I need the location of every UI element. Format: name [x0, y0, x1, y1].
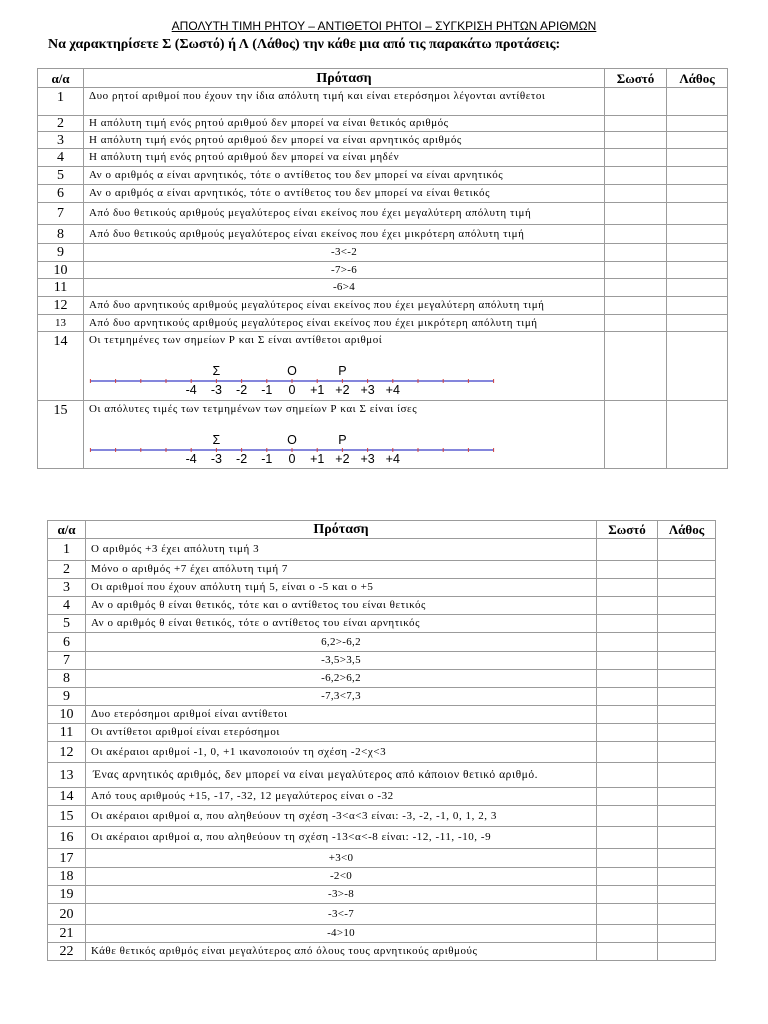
answer-cell-wrong[interactable]: [658, 579, 716, 597]
answer-cell-wrong[interactable]: [658, 943, 716, 961]
statement-row: [38, 225, 728, 244]
answer-cell-correct[interactable]: [597, 904, 658, 925]
tick-label: -4: [185, 383, 197, 397]
tick-label: +2: [335, 452, 350, 466]
statement-expression: +3<0: [86, 849, 597, 868]
answer-cell-wrong[interactable]: [658, 763, 716, 788]
answer-cell-correct[interactable]: [605, 167, 667, 185]
statement-text: Οι απόλυτες τιμές των τετμημένων των σημείων Ρ και Σ είναι ίσες: [84, 401, 605, 469]
item-number: 15: [38, 401, 84, 469]
answer-cell-correct[interactable]: [597, 943, 658, 961]
answer-cell-wrong[interactable]: [658, 539, 716, 561]
tick-label: -3: [210, 383, 222, 397]
statement-text: Οι ακέραιοι αριθμοί α, που αληθεύουν τη σχέση -13<α<-8 είναι: -12, -11, -10, -9: [86, 827, 597, 849]
tick-label: -2: [236, 383, 248, 397]
answer-cell-wrong[interactable]: [667, 332, 728, 401]
item-number: 13: [38, 315, 84, 332]
answer-cell-correct[interactable]: [605, 401, 667, 469]
answer-cell-wrong[interactable]: [658, 788, 716, 806]
answer-cell-wrong[interactable]: [667, 149, 728, 167]
statement-row: [48, 539, 716, 561]
point-label: Ο: [287, 364, 297, 378]
answer-cell-wrong[interactable]: [667, 297, 728, 315]
item-number: 7: [48, 652, 86, 670]
item-number: 17: [48, 849, 86, 868]
answer-cell-wrong[interactable]: [667, 262, 728, 279]
answer-cell-correct[interactable]: [597, 688, 658, 706]
statement-row: [48, 724, 716, 742]
tick-label: +4: [385, 383, 400, 397]
statement-text: Οι ακέραιοι αριθμοί α, που αληθεύουν τη σχέση -3<α<3 είναι: -3, -2, -1, 0, 1, 2, 3: [86, 806, 597, 827]
tick-label: +3: [360, 452, 375, 466]
answer-cell-wrong[interactable]: [658, 925, 716, 943]
statement-expression: 6,2>-6,2: [86, 633, 597, 652]
statement-text: Η απόλυτη τιμή ενός ρητού αριθμού δεν μπορεί να είναι μηδέν: [84, 149, 605, 167]
answer-cell-correct[interactable]: [597, 742, 658, 763]
header-wrong: Λάθος: [667, 69, 728, 88]
statement-text: Η απόλυτη τιμή ενός ρητού αριθμού δεν μπορεί να είναι θετικός αριθμός: [84, 116, 605, 132]
answer-cell-correct[interactable]: [605, 116, 667, 132]
statement-row: [48, 706, 716, 724]
answer-cell-correct[interactable]: [597, 539, 658, 561]
answer-cell-correct[interactable]: [597, 788, 658, 806]
item-number: 18: [48, 868, 86, 886]
statement-text: Κάθε θετικός αριθμός είναι μεγαλύτερος από όλους τους αρνητικούς αριθμούς: [86, 943, 597, 961]
statement-expression: -4>10: [86, 925, 597, 943]
statement-row: [38, 203, 728, 225]
answer-cell-wrong[interactable]: [658, 670, 716, 688]
statement-row: [48, 788, 716, 806]
answer-cell-correct[interactable]: [605, 297, 667, 315]
answer-cell-correct[interactable]: [605, 149, 667, 167]
answer-cell-correct[interactable]: [597, 652, 658, 670]
tick-label: +2: [335, 383, 350, 397]
worksheet-title: ΑΠΟΛΥΤΗ ΤΙΜΗ ΡΗΤΟΥ – ΑΝΤΙΘΕΤΟΙ ΡΗΤΟΙ – ΣΥΓΚΡΙΣΗ ΡΗΤΩΝ ΑΡΙΘΜΩΝ: [171, 19, 597, 33]
statement-text: Η απόλυτη τιμή ενός ρητού αριθμού δεν μπορεί να είναι αρνητικός αριθμός: [84, 132, 605, 149]
statement-text: Δυο ετερόσημοι αριθμοί είναι αντίθετοι: [86, 706, 597, 724]
statement-text: Από δυο θετικούς αριθμούς μεγαλύτερος είναι εκείνος που έχει μικρότερη απόλυτη τιμή: [84, 225, 605, 244]
point-label: Σ: [212, 433, 221, 447]
answer-cell-wrong[interactable]: [667, 132, 728, 149]
statement-text: Οι τετμημένες των σημείων Ρ και Σ είναι αντίθετοι αριθμοί: [84, 332, 605, 401]
statement-row: [48, 633, 716, 652]
item-number: 19: [48, 886, 86, 904]
statement-text: Αν ο αριθμός θ είναι θετικός, τότε ο αντίθετος του είναι αρνητικός: [86, 615, 597, 633]
statement-text: Οι αντίθετοι αριθμοί είναι ετερόσημοι: [86, 724, 597, 742]
statement-row: [38, 132, 728, 149]
answer-cell-wrong[interactable]: [658, 633, 716, 652]
answer-cell-correct[interactable]: [605, 203, 667, 225]
statement-row: [48, 943, 716, 961]
statement-expression: -3,5>3,5: [86, 652, 597, 670]
statement-text: Αν ο αριθμός α είναι αρνητικός, τότε ο αντίθετος του δεν μπορεί να είναι θετικός: [84, 185, 605, 203]
statement-row: [38, 149, 728, 167]
statement-text: Μόνο ο αριθμός +7 έχει απόλυτη τιμή 7: [86, 561, 597, 579]
item-number: 10: [38, 262, 84, 279]
statement-row: [48, 886, 716, 904]
answer-cell-wrong[interactable]: [658, 886, 716, 904]
answer-cell-wrong[interactable]: [667, 88, 728, 116]
statement-row: [38, 116, 728, 132]
answer-cell-correct[interactable]: [605, 185, 667, 203]
item-number: 4: [48, 597, 86, 615]
answer-cell-wrong[interactable]: [658, 827, 716, 849]
statement-row: [38, 244, 728, 262]
answer-cell-wrong[interactable]: [658, 806, 716, 827]
statement-row: [38, 297, 728, 315]
statement-row: [48, 806, 716, 827]
statement-row: [48, 849, 716, 868]
answer-cell-wrong[interactable]: [667, 203, 728, 225]
item-number: 22: [48, 943, 86, 961]
answer-cell-wrong[interactable]: [667, 401, 728, 469]
statement-expression: -2<0: [86, 868, 597, 886]
statement-text: Αν ο αριθμός α είναι αρνητικός, τότε ο αντίθετος του δεν μπορεί να είναι αρνητικός: [84, 167, 605, 185]
item-number: 13: [48, 763, 86, 788]
statement-expression: -7>-6: [84, 262, 605, 279]
statement-row: [48, 597, 716, 615]
answer-cell-wrong[interactable]: [658, 868, 716, 886]
statement-row: [48, 925, 716, 943]
answer-cell-wrong[interactable]: [658, 597, 716, 615]
statement-expression: -3>-8: [86, 886, 597, 904]
tick-label: -1: [261, 452, 273, 466]
statement-text: Από δυο θετικούς αριθμούς μεγαλύτερος είναι εκείνος που έχει μεγαλύτερη απόλυτη τιμή: [84, 203, 605, 225]
statement-row: [48, 688, 716, 706]
tick-label: +1: [310, 383, 325, 397]
item-number: 6: [38, 185, 84, 203]
header-statement: Πρόταση: [86, 521, 597, 539]
answer-cell-correct[interactable]: [597, 925, 658, 943]
statement-text: Δυο ρητοί αριθμοί που έχουν την ίδια απόλυτη τιμή και είναι ετερόσημοι λέγονται αντίθετοι: [84, 88, 605, 116]
item-number: 9: [38, 244, 84, 262]
answer-cell-wrong[interactable]: [658, 904, 716, 925]
answer-cell-wrong[interactable]: [658, 652, 716, 670]
item-number: 21: [48, 925, 86, 943]
answer-cell-wrong[interactable]: [658, 849, 716, 868]
item-number: 3: [48, 579, 86, 597]
statement-row: [48, 827, 716, 849]
header-correct: Σωστό: [597, 521, 658, 539]
answer-cell-correct[interactable]: [605, 88, 667, 116]
item-number: 14: [38, 332, 84, 401]
item-number: 8: [38, 225, 84, 244]
item-number: 12: [48, 742, 86, 763]
point-label: Ρ: [338, 364, 347, 378]
item-number: 12: [38, 297, 84, 315]
answer-cell-wrong[interactable]: [658, 724, 716, 742]
statement-expression: -3<-2: [84, 244, 605, 262]
answer-cell-wrong[interactable]: [667, 315, 728, 332]
answer-cell-correct[interactable]: [597, 886, 658, 904]
table-header-row: [38, 69, 728, 88]
answer-cell-correct[interactable]: [605, 315, 667, 332]
tick-label: 0: [288, 452, 296, 466]
statement-row: [48, 670, 716, 688]
item-number: 20: [48, 904, 86, 925]
answer-cell-correct[interactable]: [597, 806, 658, 827]
tick-label: 0: [288, 383, 296, 397]
statement-row: [38, 185, 728, 203]
answer-cell-correct[interactable]: [597, 579, 658, 597]
header-number: α/α: [48, 521, 86, 539]
statement-expression: -3<-7: [86, 904, 597, 925]
answer-cell-wrong[interactable]: [658, 688, 716, 706]
answer-cell-correct[interactable]: [597, 561, 658, 579]
answer-cell-correct[interactable]: [597, 763, 658, 788]
statement-row: [48, 615, 716, 633]
answer-cell-wrong[interactable]: [658, 742, 716, 763]
statement-row: [38, 262, 728, 279]
answer-cell-correct[interactable]: [597, 849, 658, 868]
statement-text: Οι αριθμοί που έχουν απόλυτη τιμή 5, είναι ο -5 και ο +5: [86, 579, 597, 597]
statement-row: [48, 652, 716, 670]
item-number: 14: [48, 788, 86, 806]
answer-cell-correct[interactable]: [597, 827, 658, 849]
statement-row: [48, 868, 716, 886]
statement-row: [48, 561, 716, 579]
statement-row: [38, 315, 728, 332]
answer-cell-wrong[interactable]: [658, 561, 716, 579]
answer-cell-wrong[interactable]: [667, 244, 728, 262]
statement-text: Οι ακέραιοι αριθμοί -1, 0, +1 ικανοποιούν τη σχέση -2<χ<3: [86, 742, 597, 763]
item-number: 6: [48, 633, 86, 652]
statements-table-2: [47, 520, 716, 961]
tick-label: -4: [185, 452, 197, 466]
item-number: 9: [48, 688, 86, 706]
point-label: Ρ: [338, 433, 347, 447]
number-line-row-15: [83, 400, 604, 468]
statement-row: [48, 904, 716, 925]
item-number: 2: [38, 116, 84, 132]
worksheet-instruction: Να χαρακτηρίσετε Σ (Σωστό) ή Λ (Λάθος) την κάθε μια από τις παρακάτω προτάσεις:: [48, 37, 561, 52]
answer-cell-wrong[interactable]: [667, 167, 728, 185]
item-number: 5: [38, 167, 84, 185]
answer-cell-correct[interactable]: [597, 597, 658, 615]
number-line-row-14: [83, 331, 604, 400]
answer-cell-correct[interactable]: [597, 868, 658, 886]
statement-row: [48, 763, 716, 788]
statement-row: [48, 579, 716, 597]
table-header-row: [48, 521, 716, 539]
statement-expression: -6,2>6,2: [86, 670, 597, 688]
answer-cell-wrong[interactable]: [667, 279, 728, 297]
header-correct: Σωστό: [605, 69, 667, 88]
item-number: 3: [38, 132, 84, 149]
tick-label: -2: [236, 452, 248, 466]
item-number: 11: [48, 724, 86, 742]
answer-cell-correct[interactable]: [597, 615, 658, 633]
answer-cell-correct[interactable]: [605, 244, 667, 262]
statement-row: [38, 279, 728, 297]
item-number: 1: [48, 539, 86, 561]
item-number: 1: [38, 88, 84, 116]
point-label: Σ: [212, 364, 221, 378]
statement-expression: -6>4: [84, 279, 605, 297]
answer-cell-correct[interactable]: [605, 279, 667, 297]
tick-label: +3: [360, 383, 375, 397]
header-wrong: Λάθος: [658, 521, 716, 539]
answer-cell-correct[interactable]: [597, 724, 658, 742]
point-label: Ο: [287, 433, 297, 447]
answer-cell-wrong[interactable]: [667, 185, 728, 203]
answer-cell-correct[interactable]: [605, 332, 667, 401]
answer-cell-correct[interactable]: [597, 706, 658, 724]
tick-label: -1: [261, 383, 273, 397]
statement-text: Από δυο αρνητικούς αριθμούς μεγαλύτερος είναι εκείνος που έχει μικρότερη απόλυτη τιμή: [84, 315, 605, 332]
answer-cell-correct[interactable]: [605, 225, 667, 244]
header-statement: Πρόταση: [84, 69, 605, 88]
answer-cell-wrong[interactable]: [658, 615, 716, 633]
answer-cell-correct[interactable]: [605, 132, 667, 149]
item-number: 7: [38, 203, 84, 225]
item-number: 5: [48, 615, 86, 633]
answer-cell-correct[interactable]: [597, 633, 658, 652]
tick-label: -3: [210, 452, 222, 466]
statement-row: [48, 742, 716, 763]
item-number: 16: [48, 827, 86, 849]
answer-cell-wrong[interactable]: [667, 225, 728, 244]
statement-text: Από τους αριθμούς +15, -17, -32, 12 μεγαλύτερος είναι ο -32: [86, 788, 597, 806]
item-number: 15: [48, 806, 86, 827]
answer-cell-wrong[interactable]: [658, 706, 716, 724]
item-number: 2: [48, 561, 86, 579]
answer-cell-wrong[interactable]: [667, 116, 728, 132]
statement-text: Ένας αρνητικός αριθμός, δεν μπορεί να είναι μεγαλύτερος από κάποιον θετικό αριθμό.: [86, 763, 597, 788]
item-number: 11: [38, 279, 84, 297]
answer-cell-correct[interactable]: [605, 262, 667, 279]
statement-text: Αν ο αριθμός θ είναι θετικός, τότε και ο αντίθετος του είναι θετικός: [86, 597, 597, 615]
tick-label: +1: [310, 452, 325, 466]
statement-row: [38, 88, 728, 116]
statement-expression: -7,3<7,3: [86, 688, 597, 706]
header-number: α/α: [38, 69, 84, 88]
statement-text: Ο αριθμός +3 έχει απόλυτη τιμή 3: [86, 539, 597, 561]
item-number: 8: [48, 670, 86, 688]
statement-row: [38, 167, 728, 185]
statement-text: Από δυο αρνητικούς αριθμούς μεγαλύτερος είναι εκείνος που έχει μεγαλύτερη απόλυτη τιμή: [84, 297, 605, 315]
item-number: 4: [38, 149, 84, 167]
tick-label: +4: [385, 452, 400, 466]
item-number: 10: [48, 706, 86, 724]
answer-cell-correct[interactable]: [597, 670, 658, 688]
